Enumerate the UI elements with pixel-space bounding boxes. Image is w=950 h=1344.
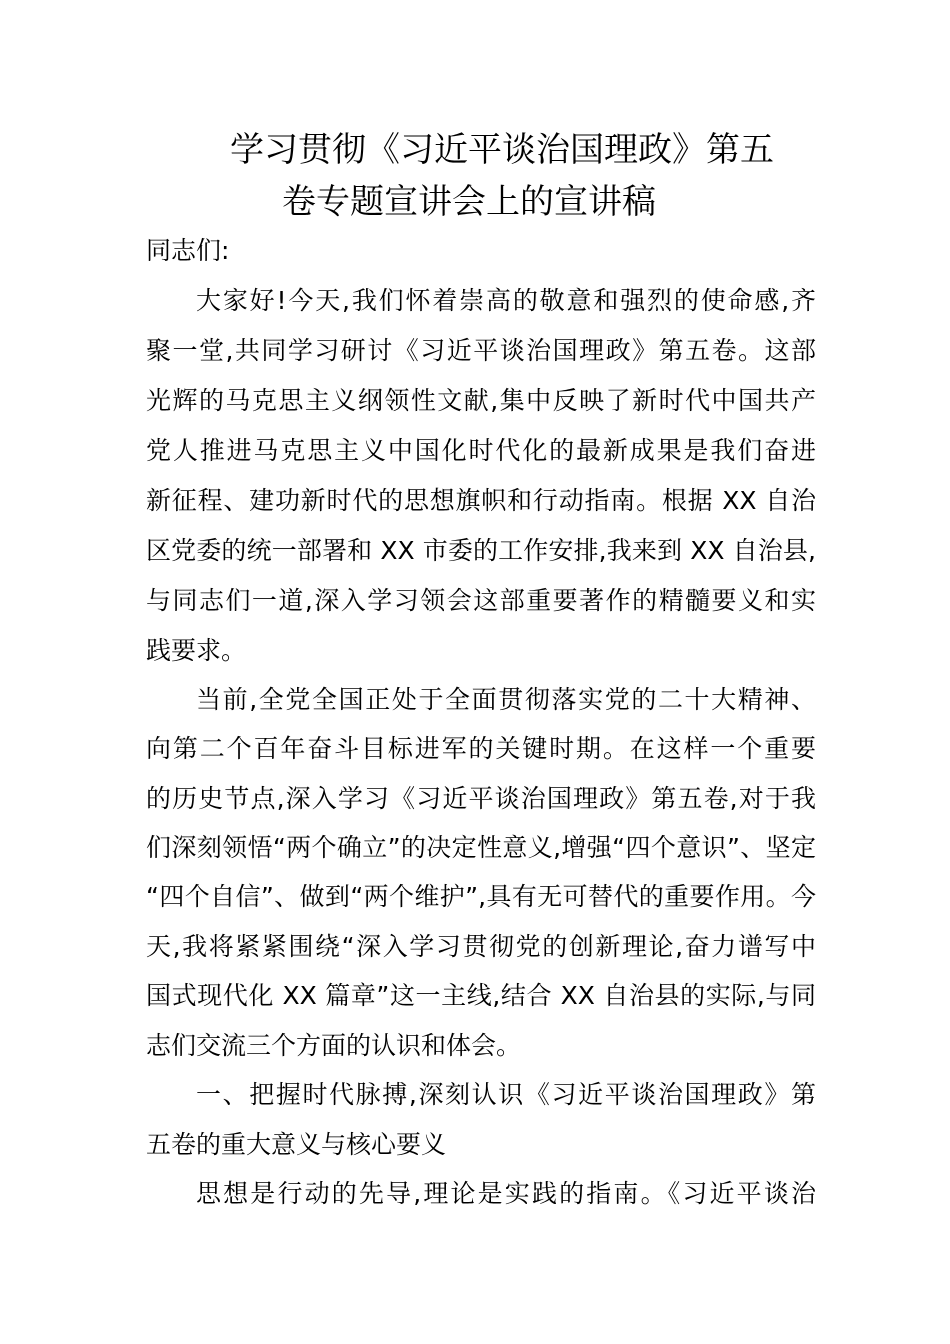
salutation: 同志们: xyxy=(146,236,230,265)
paragraph-2-line-4: 们深刻领悟“两个确立”的决定性意义,增强“四个意识”、坚定 xyxy=(146,833,816,862)
section-heading-line-2: 五卷的重大意义与核心要义 xyxy=(146,1130,447,1159)
paragraph-1-line-1: 大家好!今天,我们怀着崇高的敬意和强烈的使命感,齐 xyxy=(196,286,816,315)
paragraph-2-line-1: 当前,全党全国正处于全面贯彻落实党的二十大精神、 xyxy=(196,685,816,714)
paragraph-1-line-6: 区党委的统一部署和 XX 市委的工作安排,我来到 XX 自治县, xyxy=(146,536,816,565)
paragraph-3-line-1: 思想是行动的先导,理论是实践的指南。《习近平谈治 xyxy=(196,1179,816,1208)
paragraph-1-line-7: 与同志们一道,深入学习领会这部重要著作的精髓要义和实 xyxy=(146,586,816,615)
paragraph-2-line-3: 的历史节点,深入学习《习近平谈治国理政》第五卷,对于我 xyxy=(146,784,816,813)
paragraph-1-line-2: 聚一堂,共同学习研讨《习近平谈治国理政》第五卷。这部 xyxy=(146,336,816,365)
section-heading-line-1: 一、把握时代脉搏,深刻认识《习近平谈治国理政》第 xyxy=(196,1080,816,1109)
document-title-line-1: 学习贯彻《习近平谈治国理政》第五 xyxy=(230,130,774,170)
paragraph-2-line-7: 国式现代化 XX 篇章”这一主线,结合 XX 自治县的实际,与同 xyxy=(146,981,816,1010)
paragraph-2-line-5: “四个自信”、做到“两个维护”,具有无可替代的重要作用。今 xyxy=(146,882,816,911)
document-title-line-2: 卷专题宣讲会上的宣讲稿 xyxy=(282,182,656,222)
paragraph-2-line-2: 向第二个百年奋斗目标进军的关键时期。在这样一个重要 xyxy=(146,734,816,763)
paragraph-2-line-6: 天,我将紧紧围绕“深入学习贯彻党的创新理论,奋力谱写中 xyxy=(146,932,816,961)
paragraph-1-line-3: 光辉的马克思主义纲领性文献,集中反映了新时代中国共产 xyxy=(146,386,816,415)
paragraph-1-line-4: 党人推进马克思主义中国化时代化的最新成果是我们奋进 xyxy=(146,436,816,465)
paragraph-1-line-8: 践要求。 xyxy=(146,636,247,665)
paragraph-1-line-5: 新征程、建功新时代的思想旗帜和行动指南。根据 XX 自治 xyxy=(146,486,816,515)
paragraph-2-line-8: 志们交流三个方面的认识和体会。 xyxy=(146,1031,522,1060)
